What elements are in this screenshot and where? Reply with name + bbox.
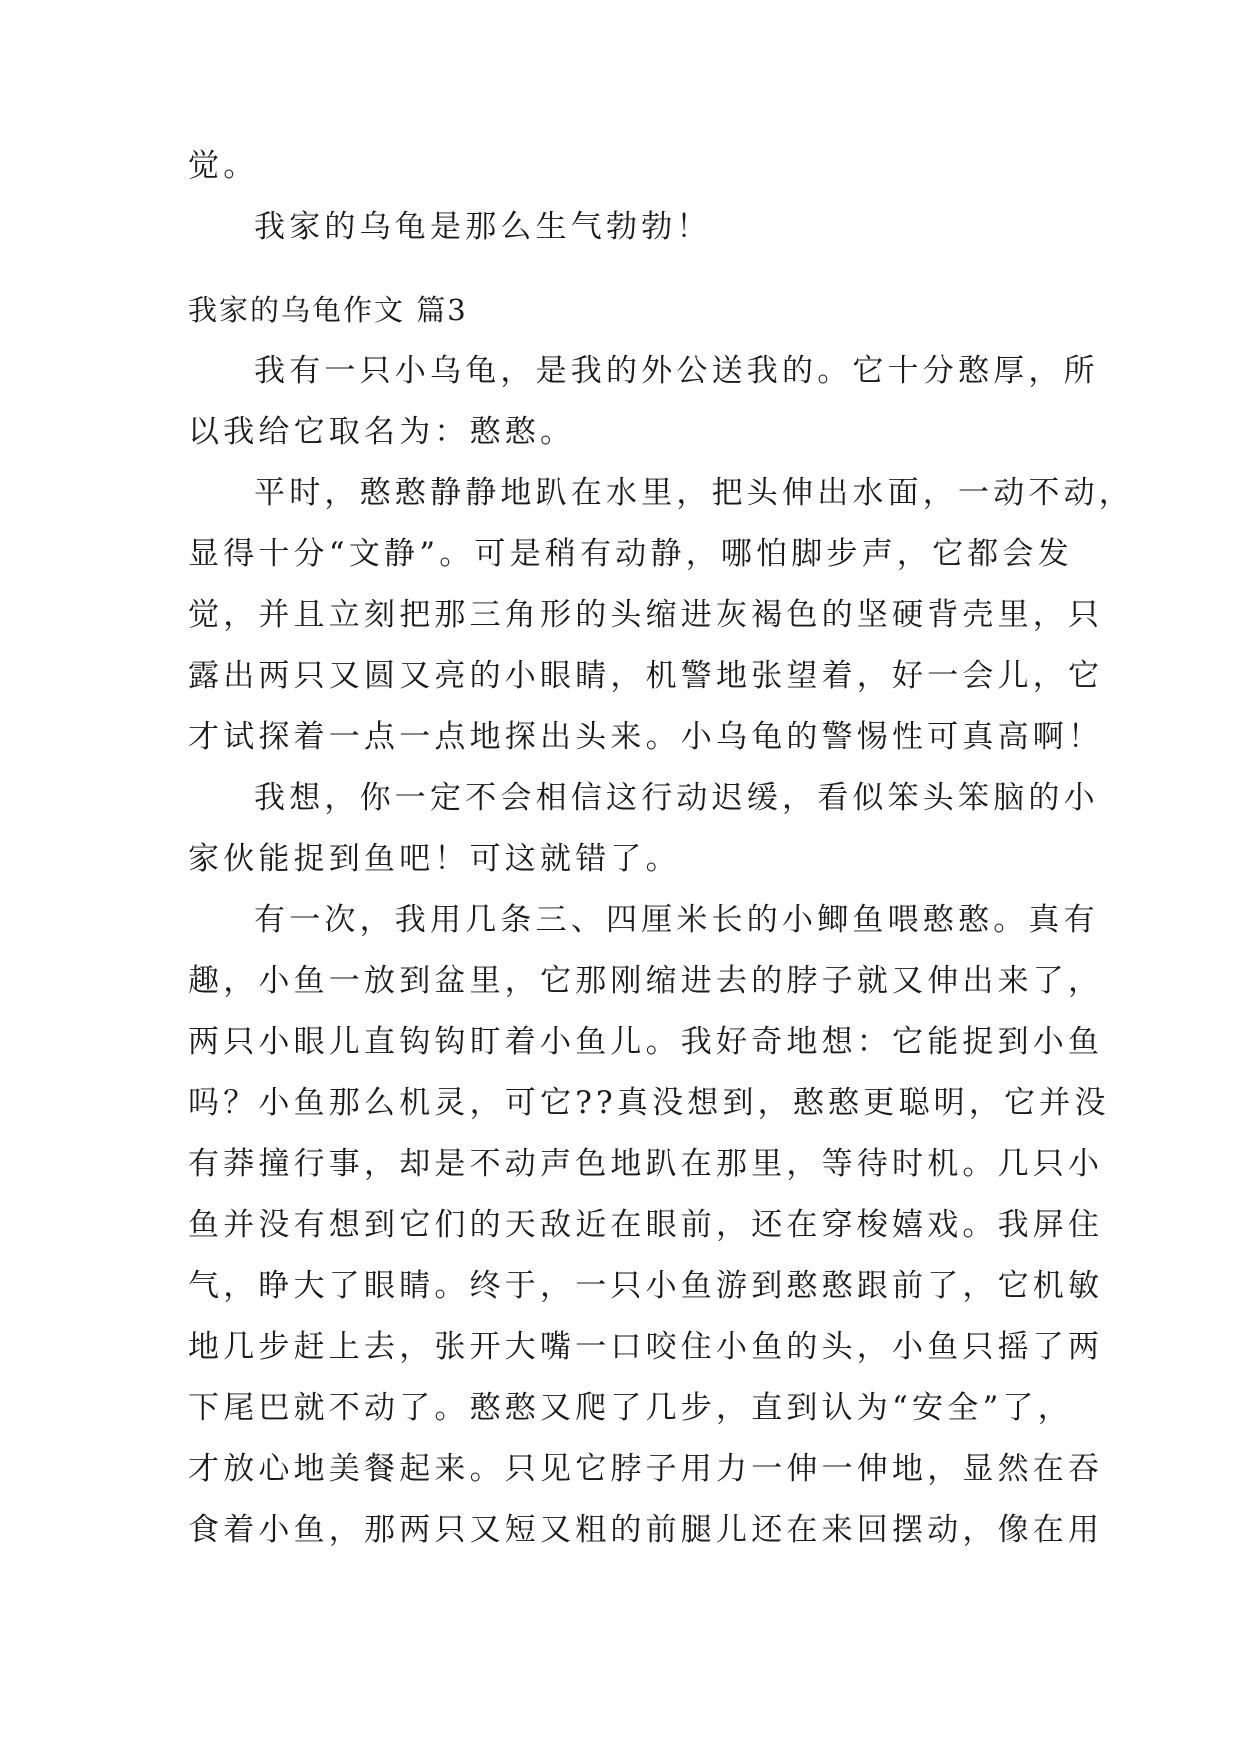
text-line: 有一次，我用几条三、四厘米长的小鲫鱼喂憨憨。真有 [254, 902, 1099, 938]
paragraph-3 [188, 780, 1099, 878]
text-line: 显得十分“文静”。可是稍有动静，哪怕脚步声，它都会发 [188, 536, 1073, 572]
text-line: 露出两只又圆又亮的小眼睛，机警地张望着，好一会儿，它 [188, 658, 1104, 694]
text-line: 下尾巴就不动了。憨憨又爬了几步，直到认为“安全”了， [188, 1390, 1073, 1426]
text-line: 吗？小鱼那么机灵，可它??真没想到，憨憨更聪明，它并没 [188, 1085, 1110, 1121]
text-line: 食着小鱼，那两只又短又粗的前腿儿还在来回摆动，像在用 [188, 1512, 1104, 1548]
text-line: 觉，并且立刻把那三角形的头缩进灰褐色的坚硬背壳里，只 [188, 597, 1104, 633]
paragraph-1 [188, 353, 1099, 451]
paragraph-continued [188, 148, 1048, 185]
text-line: 有莽撞行事，却是不动声色地趴在那里，等待时机。几只小 [188, 1146, 1104, 1182]
paragraph-4 [188, 902, 1110, 1549]
text-line: 趣，小鱼一放到盆里，它那刚缩进去的脖子就又伸出来了， [188, 963, 1104, 999]
text-line: 以我给它取名为：憨憨。 [188, 414, 576, 450]
essay-content [188, 148, 1134, 1573]
text-line: 觉。 [188, 148, 259, 184]
text-line: 我有一只小乌龟，是我的外公送我的。它十分憨厚，所 [254, 353, 1099, 389]
text-line: 才试探着一点一点地探出头来。小乌龟的警惕性可真高啊！ [188, 719, 1104, 755]
text-line: 气，睁大了眼睛。终于，一只小鱼游到憨憨跟前了，它机敏 [188, 1268, 1104, 1304]
text-line: 才放心地美餐起来。只见它脖子用力一伸一伸地，显然在吞 [188, 1451, 1104, 1487]
paragraph-2 [188, 475, 1134, 756]
text-line: 鱼并没有想到它们的天敌近在眼前，还在穿梭嬉戏。我屏住 [188, 1207, 1104, 1243]
text-line: 两只小眼儿直钩钩盯着小鱼儿。我好奇地想：它能捉到小鱼 [188, 1024, 1104, 1060]
text-line: 地几步赶上去，张开大嘴一口咬住小鱼的头，小鱼只摇了两 [188, 1329, 1104, 1365]
text-line: 我家的乌龟是那么生气勃勃！ [254, 209, 712, 245]
text-line: 我想，你一定不会相信这行动迟缓，看似笨头笨脑的小 [254, 780, 1099, 816]
section-title: 我家的乌龟作文 篇3 [188, 293, 468, 327]
text-line: 家伙能捉到鱼吧！可这就错了。 [188, 841, 681, 877]
text-line: 平时，憨憨静静地趴在水里，把头伸出水面，一动不动， [254, 475, 1134, 511]
paragraph-closing [188, 209, 1048, 246]
